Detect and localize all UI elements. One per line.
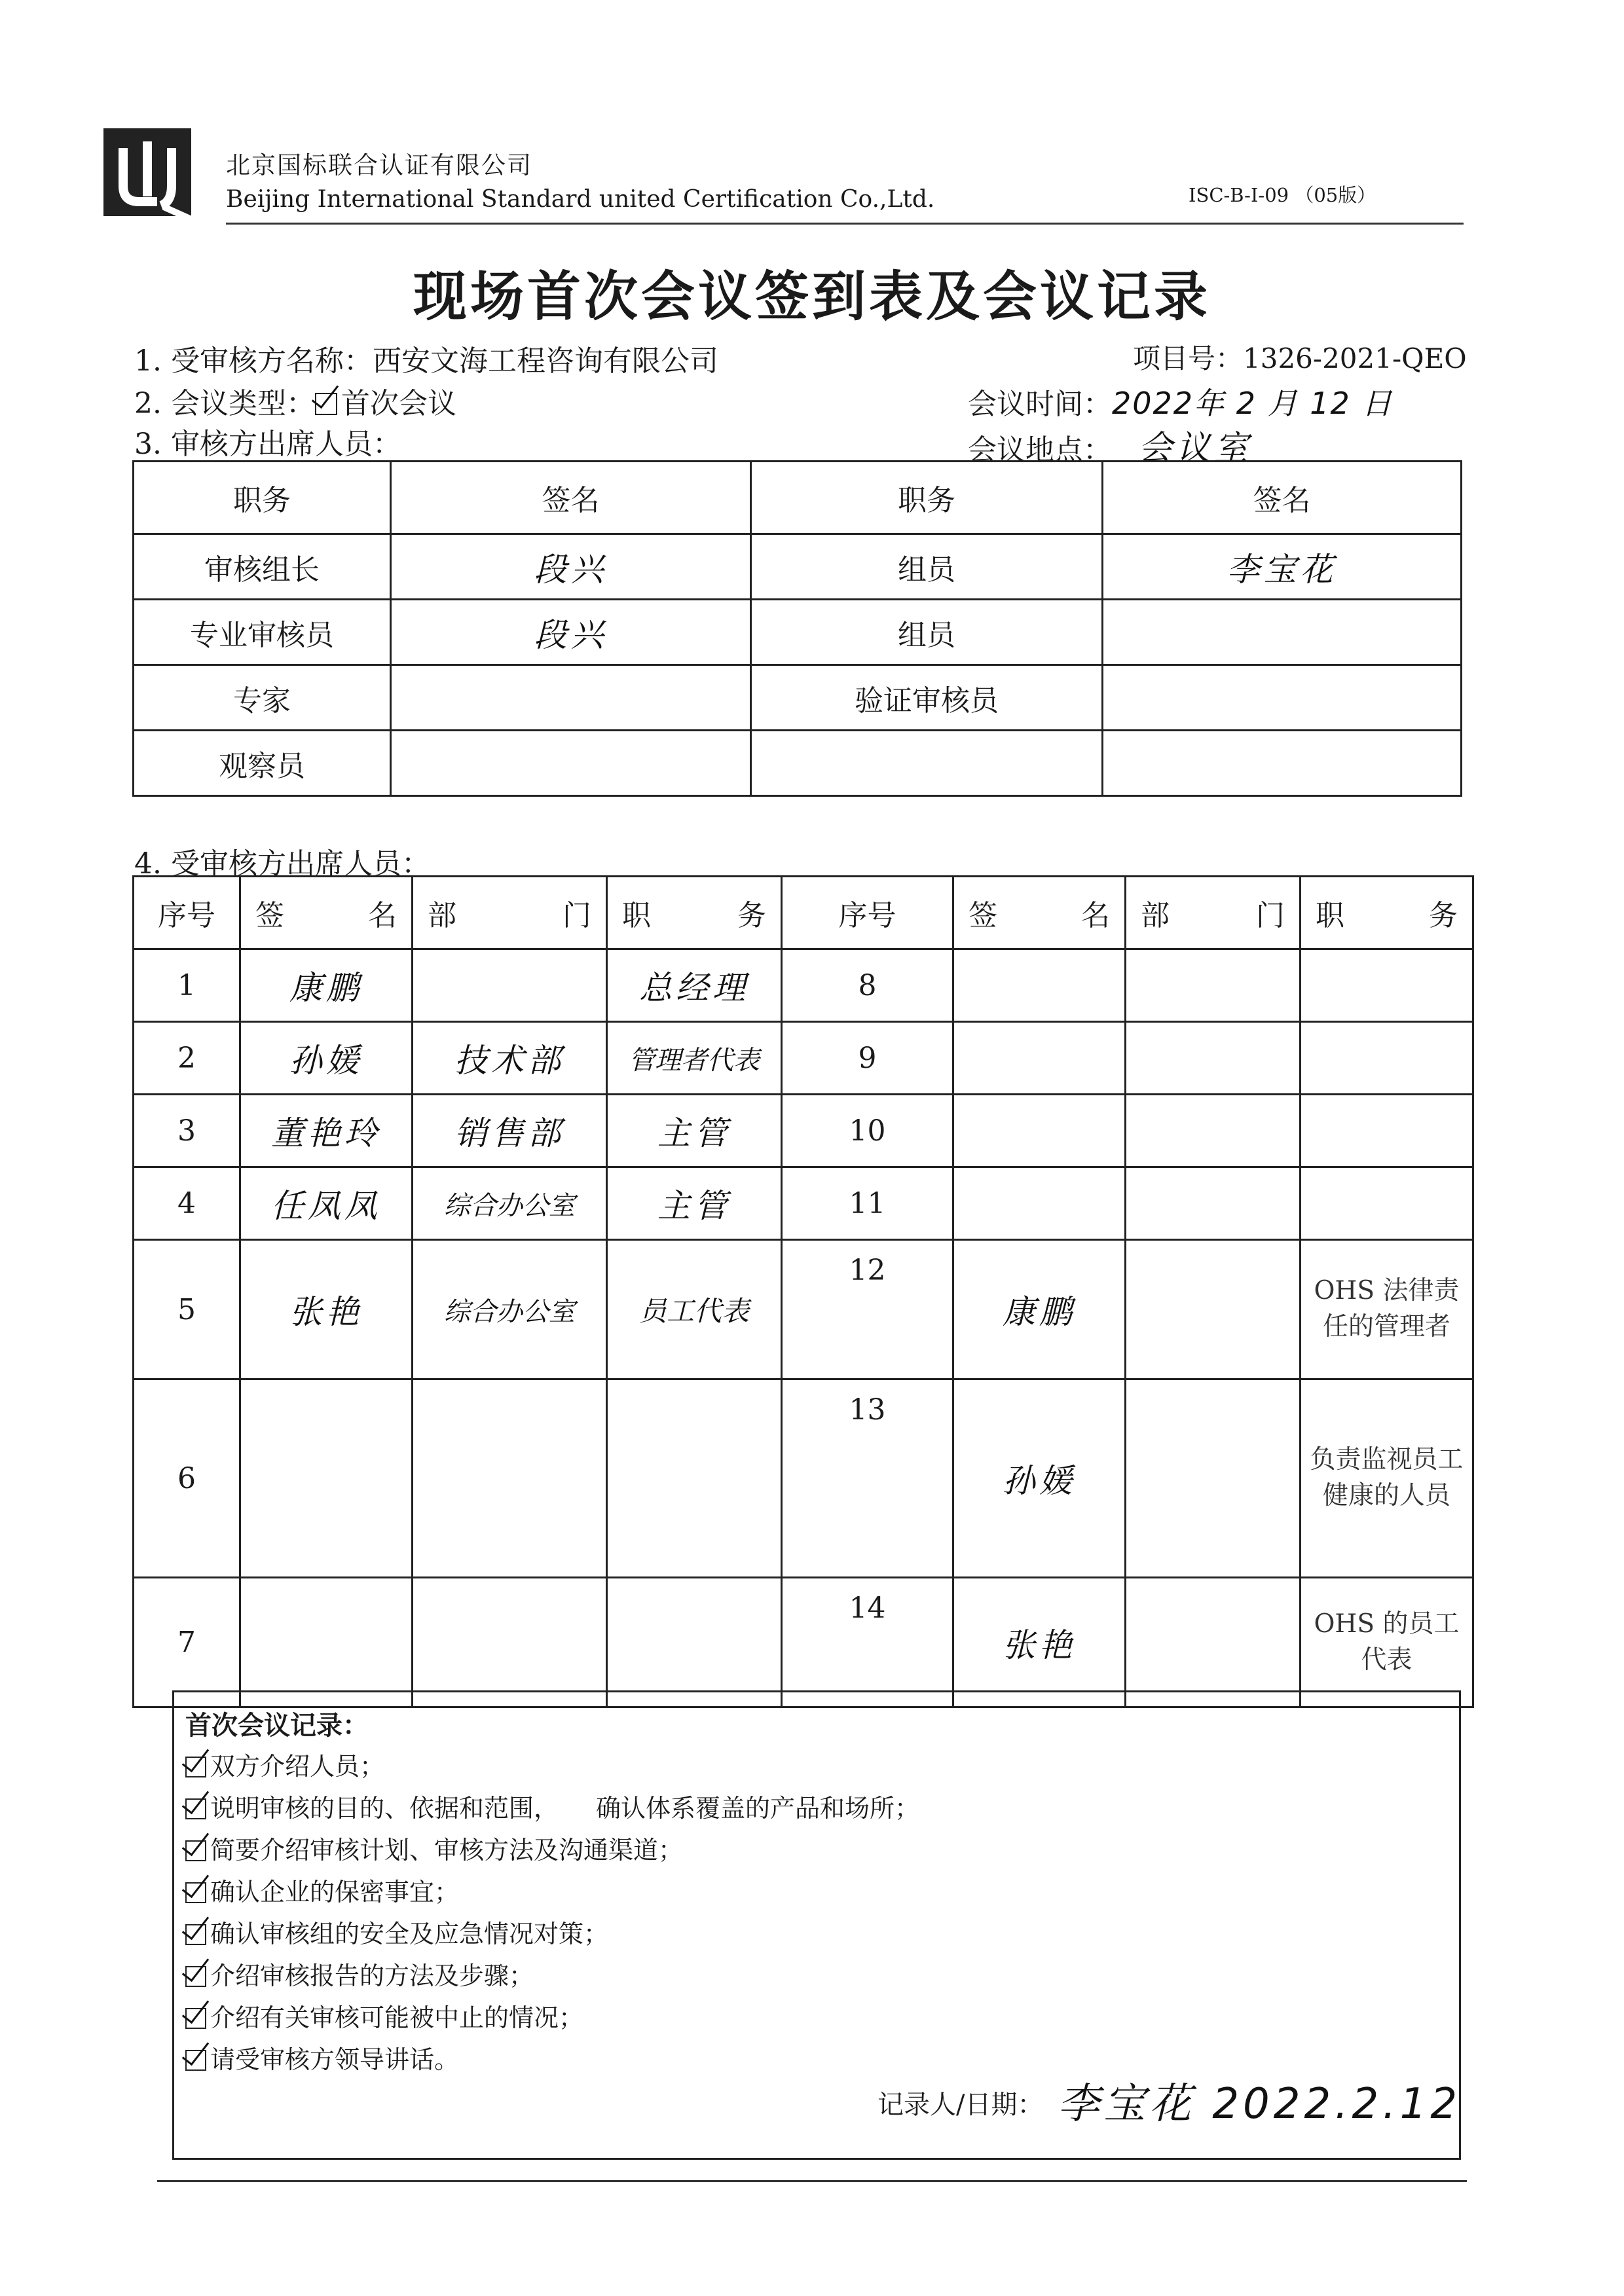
signature-cell[interactable] [953,1095,1126,1167]
meeting-record-title: 首次会议记录： [185,1710,369,1741]
record-item [185,1872,459,1908]
signature-cell[interactable]: 张艳 [953,1578,1126,1707]
department-cell[interactable] [1126,949,1301,1022]
signature-cell[interactable]: 李宝花 [1103,534,1462,600]
table-row [134,949,1473,1022]
signature-cell[interactable] [240,1379,413,1578]
record-checkbox[interactable] [185,1757,206,1777]
row-number: 1 [134,949,240,1022]
signature-cell[interactable] [953,1167,1126,1240]
department-cell[interactable] [1126,1578,1301,1707]
signature-cell[interactable]: 孙媛 [240,1022,413,1095]
department-cell[interactable] [413,1379,607,1578]
meeting-place-label: 会议地点： [968,433,1112,467]
header-cell: 序号 [782,877,953,949]
role-cell: 审核组长 [134,534,391,600]
signature-cell[interactable] [391,731,751,796]
header-cell: 职务 [134,462,391,534]
department-cell[interactable] [1126,1022,1301,1095]
recorder-signature[interactable]: 李宝花 2022.2.12 [1058,2080,1462,2128]
signature-cell[interactable]: 康鹏 [240,949,413,1022]
header-cell: 部 门 [413,877,607,949]
row-number: 6 [134,1379,240,1578]
header-cell: 部 门 [1126,877,1301,949]
header-cell: 序号 [134,877,240,949]
table-row [134,600,1462,665]
table-row [134,534,1462,600]
role-cell [751,731,1103,796]
position-cell[interactable]: OHS 的员工代表 [1301,1578,1473,1707]
record-checkbox[interactable] [185,2050,206,2071]
header-cell: 职 务 [607,877,782,949]
record-item [185,1914,608,1950]
row-number: 2 [134,1022,240,1095]
position-cell[interactable]: 员工代表 [607,1240,782,1379]
header-cell: 职务 [751,462,1103,534]
record-item [185,2039,459,2075]
position-cell[interactable] [1301,949,1473,1022]
position-cell[interactable] [1301,1095,1473,1167]
signature-cell[interactable] [1103,600,1462,665]
table-row [134,1022,1473,1095]
auditee-name-value: 西安文海工程咨询有限公司 [372,344,718,378]
position-cell[interactable]: 负责监视员工健康的人员 [1301,1379,1473,1578]
auditor-attendees-label: 3. 审核方出席人员： [134,428,401,461]
signature-cell[interactable] [953,949,1126,1022]
auditee-name-line [134,337,718,379]
department-cell[interactable] [413,1578,607,1707]
position-cell[interactable]: 总经理 [607,949,782,1022]
company-name-cn: 北京国标联合认证有限公司 [226,151,532,179]
record-item-text: 介绍审核报告的方法及步骤； [210,1961,534,1990]
row-number: 11 [782,1167,953,1240]
table-row [134,665,1462,731]
signature-cell[interactable]: 康鹏 [953,1240,1126,1379]
role-cell: 组员 [751,534,1103,600]
record-item [185,1956,534,1992]
row-number: 5 [134,1240,240,1379]
position-cell[interactable] [1301,1022,1473,1095]
table-row [134,1578,1473,1707]
meeting-type-value: 首次会议 [341,387,456,420]
position-cell[interactable]: 主管 [607,1167,782,1240]
row-number: 4 [134,1167,240,1240]
role-cell: 观察员 [134,731,391,796]
header-divider [226,223,1464,225]
record-item-text: 确认审核组的安全及应急情况对策； [210,1920,609,1948]
record-checkbox[interactable] [185,1924,206,1945]
page-title: 现场首次会议签到表及会议记录 [413,265,1211,328]
signature-cell[interactable]: 张艳 [240,1240,413,1379]
table-row [134,1240,1473,1379]
department-cell[interactable]: 技术部 [413,1022,607,1095]
table-row [134,1167,1473,1240]
department-cell[interactable] [1126,1095,1301,1167]
header-cell: 签名 [391,462,751,534]
record-checkbox[interactable] [185,1882,206,1903]
department-cell[interactable] [1126,1167,1301,1240]
department-cell[interactable]: 销售部 [413,1095,607,1167]
header-cell: 签 名 [240,877,413,949]
row-number: 12 [782,1240,953,1379]
role-cell: 组员 [751,600,1103,665]
record-checkbox[interactable] [185,1840,206,1861]
role-cell: 专业审核员 [134,600,391,665]
record-item-text: 说明审核的目的、依据和范围， 确认体系覆盖的产品和场所； [210,1794,920,1823]
position-cell[interactable] [607,1578,782,1707]
role-cell: 专家 [134,665,391,731]
meeting-time-value: 2022年 2 月 12 日 [1112,386,1393,421]
record-checkbox[interactable] [185,2008,206,2029]
row-number: 9 [782,1022,953,1095]
position-cell[interactable]: 主管 [607,1095,782,1167]
position-cell[interactable] [1301,1167,1473,1240]
signature-cell[interactable]: 段兴 [391,600,751,665]
position-cell[interactable]: OHS 法律责任的管理者 [1301,1240,1473,1379]
table-row [134,1095,1473,1167]
signature-cell[interactable]: 董艳玲 [240,1095,413,1167]
record-item [185,1830,683,1866]
record-item-text: 确认企业的保密事宜； [210,1878,460,1906]
table-header-row [134,877,1473,949]
department-cell[interactable]: 综合办公室 [413,1167,607,1240]
row-number: 10 [782,1095,953,1167]
table-row [134,731,1462,796]
row-number: 7 [134,1578,240,1707]
signature-cell[interactable]: 孙媛 [953,1379,1126,1578]
signature-cell[interactable] [391,665,751,731]
department-cell[interactable]: 综合办公室 [413,1240,607,1379]
row-number: 14 [782,1578,953,1707]
record-item-text: 请受审核方领导讲话。 [210,2045,460,2074]
signature-cell[interactable] [240,1578,413,1707]
row-number: 3 [134,1095,240,1167]
signature-cell[interactable] [953,1022,1126,1095]
signature-cell[interactable] [1103,731,1462,796]
position-cell[interactable]: 管理者代表 [607,1022,782,1095]
record-item-text: 双方介绍人员； [210,1752,385,1781]
auditee-attendance-table [132,875,1474,1708]
record-item-text: 简要介绍审核计划、审核方法及沟通渠道； [210,1836,684,1865]
department-cell[interactable] [1126,1240,1301,1379]
row-number: 8 [782,949,953,1022]
record-item [185,1997,583,2033]
signature-cell[interactable]: 段兴 [391,534,751,600]
department-cell[interactable] [1126,1379,1301,1578]
signature-cell[interactable] [1103,665,1462,731]
record-item [185,1746,384,1782]
position-cell[interactable] [607,1379,782,1578]
table-row [134,1379,1473,1578]
meeting-time-label: 会议时间： [968,388,1112,421]
recorder-label: 记录人/日期： [877,2090,1044,2120]
header-cell: 职 务 [1301,877,1473,949]
auditor-attendance-table [132,460,1462,797]
company-name-en: Beijing International Standard united Certification Co.,Ltd. [226,186,935,213]
record-item-text: 介绍有关审核可能被中止的情况； [210,2003,584,2032]
department-cell[interactable] [413,949,607,1022]
meeting-type-checkbox[interactable] [315,393,337,415]
signature-cell[interactable]: 任凤凤 [240,1167,413,1240]
project-number: 项目号：1326-2021-QEO [1133,342,1467,374]
record-checkbox[interactable] [185,1966,206,1987]
record-item [185,1788,919,1824]
meeting-type-line [134,380,456,422]
document-code: ISC-B-I-09 （05版） [1189,184,1376,206]
meeting-type-label: 2. 会议类型： [134,387,315,420]
company-logo [98,123,196,221]
table-header-row [134,462,1462,534]
header-cell: 签名 [1103,462,1462,534]
record-checkbox[interactable] [185,1798,206,1819]
header-cell: 签 名 [953,877,1126,949]
row-number: 13 [782,1379,953,1578]
role-cell: 验证审核员 [751,665,1103,731]
auditee-attendees-label: 4. 受审核方出席人员： [134,847,430,881]
meeting-place-value: 会议室 [1138,429,1253,468]
footer-divider [157,2180,1467,2182]
auditee-name-label: 1. 受审核方名称： [134,344,373,378]
meeting-time-line [968,380,1393,423]
